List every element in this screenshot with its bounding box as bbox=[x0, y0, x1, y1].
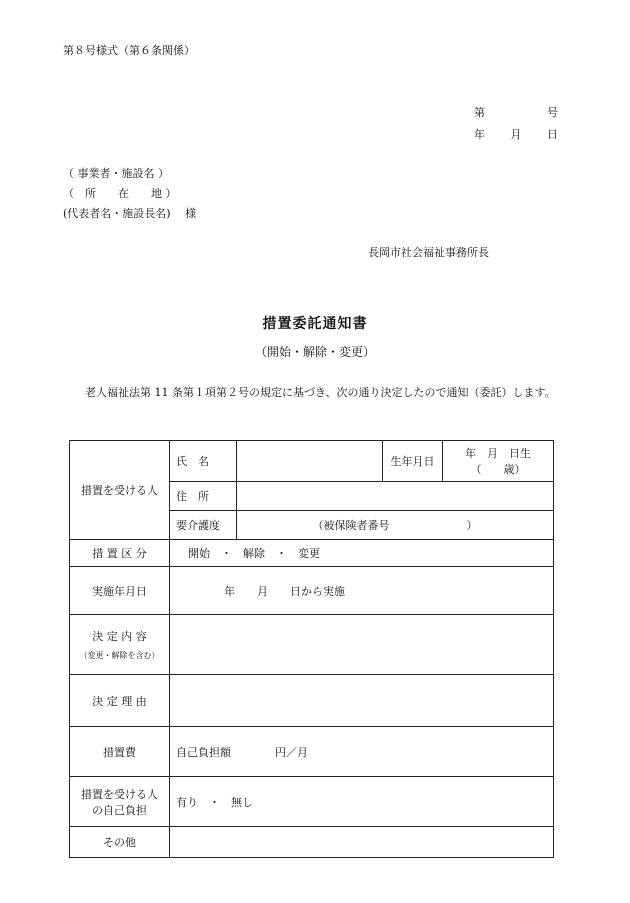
document-number bbox=[474, 104, 558, 120]
self-pay-label-line1: 措置を受ける人 bbox=[81, 787, 158, 801]
decision-content-title: 決 定 内 容 bbox=[92, 630, 147, 643]
addressee-location: （ 所 在 地 ） bbox=[63, 187, 177, 200]
self-pay-field[interactable]: 有り ・ 無し bbox=[170, 777, 554, 827]
decision-content-note: （変更・解除を含む） bbox=[79, 651, 160, 660]
name-label: 氏 名 bbox=[170, 441, 237, 482]
number-label-prefix: 第 bbox=[474, 106, 485, 119]
insured-number-field[interactable]: （被保険者番号 ） bbox=[237, 511, 554, 540]
date-year: 年 bbox=[474, 128, 485, 141]
birthdate-label: 生年月日 bbox=[383, 441, 443, 482]
cost-field[interactable]: 自己負担額 円／月 bbox=[170, 727, 554, 777]
number-label-suffix: 号 bbox=[547, 106, 558, 119]
age-format: （ 歳） bbox=[470, 463, 526, 476]
care-level-label: 要介護度 bbox=[170, 511, 237, 540]
document-title: 措置委託通知書 bbox=[262, 316, 368, 332]
form-number: 第８号様式（第６条関係） bbox=[63, 44, 195, 57]
decision-content-label bbox=[70, 615, 170, 675]
decision-reason-field[interactable] bbox=[170, 675, 554, 727]
other-label: その他 bbox=[70, 827, 170, 858]
addressee-facility: （ 事業者・施設名 ） bbox=[63, 167, 169, 180]
cost-label: 措置費 bbox=[70, 727, 170, 777]
decision-reason-label: 決 定 理 由 bbox=[70, 675, 170, 727]
name-field[interactable] bbox=[237, 441, 383, 482]
date-day: 日 bbox=[547, 128, 558, 141]
self-pay-label bbox=[70, 777, 170, 827]
address-field[interactable] bbox=[237, 482, 554, 511]
decision-content-field[interactable] bbox=[170, 615, 554, 675]
self-pay-label-line2: の自己負担 bbox=[92, 803, 147, 817]
impl-date-label: 実施年月日 bbox=[70, 567, 170, 615]
date-month: 月 bbox=[510, 128, 522, 141]
other-field[interactable] bbox=[170, 827, 554, 858]
birthdate-format: 年 月 日生 bbox=[465, 447, 531, 460]
addressee-representative: (代表者名・施設長名) 様 bbox=[63, 207, 197, 220]
impl-date-format: 年 月 日から実施 bbox=[224, 584, 345, 598]
notice-table bbox=[69, 440, 554, 858]
birthdate-field[interactable] bbox=[443, 441, 554, 482]
address-label: 住 所 bbox=[170, 482, 237, 511]
category-field[interactable] bbox=[170, 540, 554, 567]
body-text: 老人福祉法第 11 条第１項第２号の規定に基づき、次の通り決定したので通知（委託）します。 bbox=[85, 386, 556, 399]
issuer-name: 長岡市社会福祉事務所長 bbox=[368, 246, 489, 259]
document-date bbox=[474, 126, 558, 142]
recipient-label: 措置を受ける人 bbox=[70, 441, 170, 540]
category-options: 開始 ・ 解除 ・ 変更 bbox=[188, 547, 320, 560]
document-subtitle: （開始・解除・変更） bbox=[254, 345, 375, 359]
category-label: 措 置 区 分 bbox=[70, 540, 170, 567]
impl-date-field[interactable] bbox=[170, 567, 554, 615]
